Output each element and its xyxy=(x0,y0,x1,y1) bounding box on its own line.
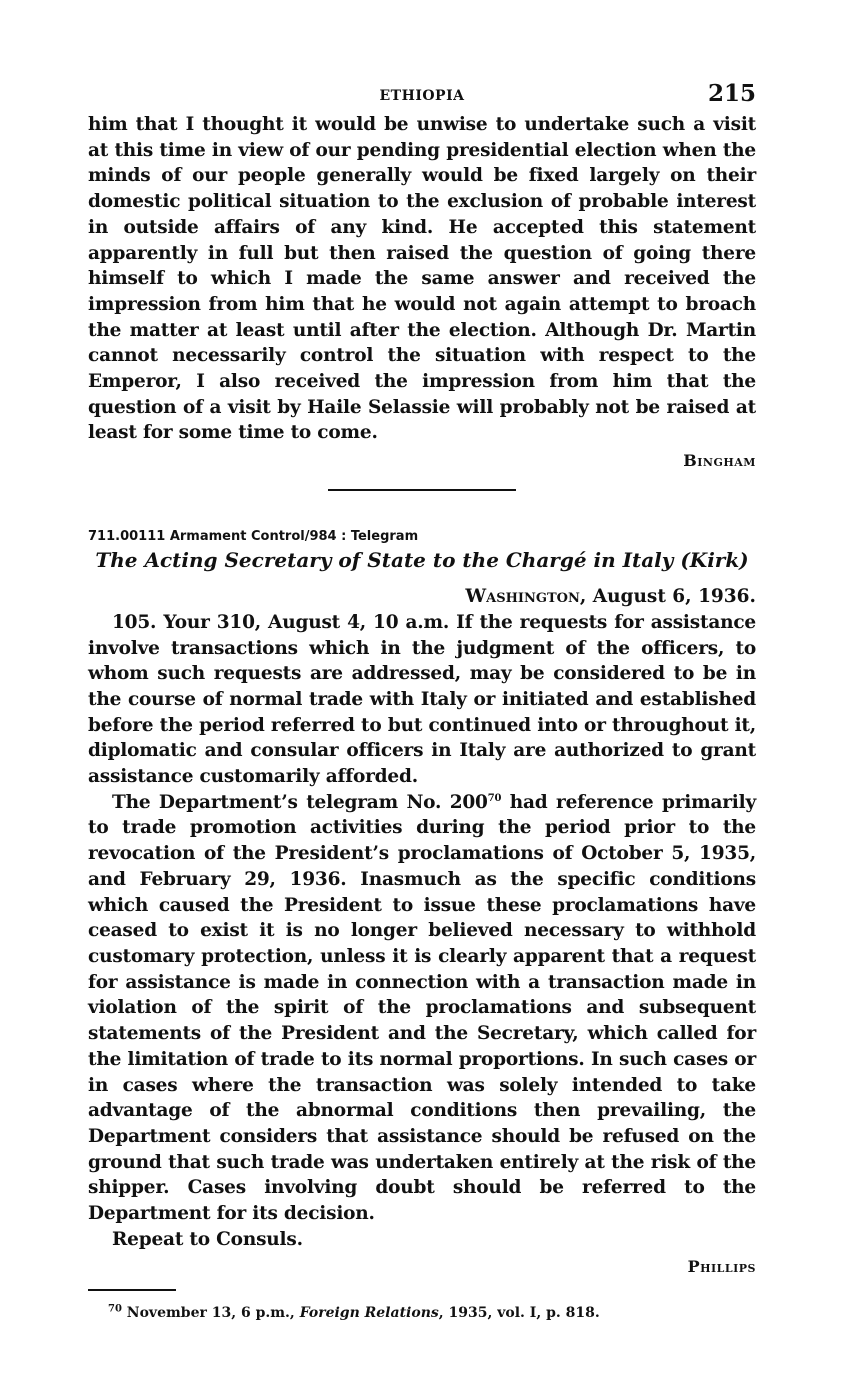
section-divider xyxy=(328,489,516,491)
footnote-reference: 70 xyxy=(487,792,502,804)
footnote xyxy=(88,1305,756,1321)
footnote-text-end: , 1935, vol. I, p. 818. xyxy=(438,1305,600,1322)
page-number: 215 xyxy=(707,80,756,107)
paragraph-2 xyxy=(88,790,756,1227)
running-title: ETHIOPIA xyxy=(379,88,465,104)
dateline xyxy=(88,584,756,610)
dateline-date: August 6, 1936. xyxy=(592,586,756,608)
document-title: The Acting Secretary of State to the Chargé in Italy (Kirk) xyxy=(95,548,749,573)
page-header xyxy=(88,78,756,112)
paragraph-2-start: The Department’s telegram No. 200 xyxy=(112,791,488,813)
paragraph-2-rest: had reference primarily to trade promotion activities during the period prior to the revocation of the President’s proclamations of October 5, 1935, and February 29, 1936. Inasmuch as the specific conditions which caused the President to issue these proclamations have ceased to exist it is no longer believed necessary to withhold customary protection, unless it is clearly apparent that a request for assistance is made in connection with a transaction made in violation of the spirit of the proclamations and subsequent statements of the President and the Secretary, which called for the limitation of trade to its normal proportions. In such cases or in cases where the transaction was solely intended to take advantage of the abnormal conditions then prevailing, the Department considers that assistance should be refused on the ground that such trade was undertaken entirely at the risk of the shipper. Cases involving doubt should be referred to the Department for its decision. xyxy=(88,791,756,1225)
footnote-source: Foreign Relations xyxy=(299,1305,439,1322)
signature-bingham: Bingham xyxy=(683,451,756,471)
paragraph-1: 105. Your 310, August 4, 10 a.m. If the requests for assistance involve transactions which in the judgment of the officers, to whom such requests are addressed, may be considered to be in the course of normal trade with Italy or initiated and established before the period referred to but continued into or throughout it, diplomatic and consular officers in Italy are authorized to grant assistance customarily afforded. xyxy=(88,611,756,788)
signature-phillips: Phillips xyxy=(687,1257,756,1277)
file-reference: 711.00111 Armament Control/984 : Telegram xyxy=(88,529,419,545)
footnote-divider xyxy=(88,1289,176,1291)
paragraph-3: Repeat to Consuls. xyxy=(112,1228,303,1250)
continued-paragraph: him that I thought it would be unwise to undertake such a visit at this time in view of our pending presidential election when the minds of our people generally would be fixed largely on their domestic political situation to the exclusion of probable interest in outside affairs of any kind. He accepted this statement apparently in full but then raised the question of going there himself to which I made the same answer and received the impression from him that he would not again attempt to broach the matter at least until after the election. Although Dr. Martin cannot necessarily control the situation with respect to the Emperor, I also received the impression from him that the question of a visit by Haile Selassie will probably not be raised at least for some time to come. xyxy=(88,114,756,444)
dateline-place: Washington, xyxy=(465,586,587,608)
document-page xyxy=(88,78,756,1321)
footnote-marker: 70 xyxy=(108,1303,122,1315)
footnote-text-start: November 13, 6 p.m., xyxy=(121,1305,300,1322)
